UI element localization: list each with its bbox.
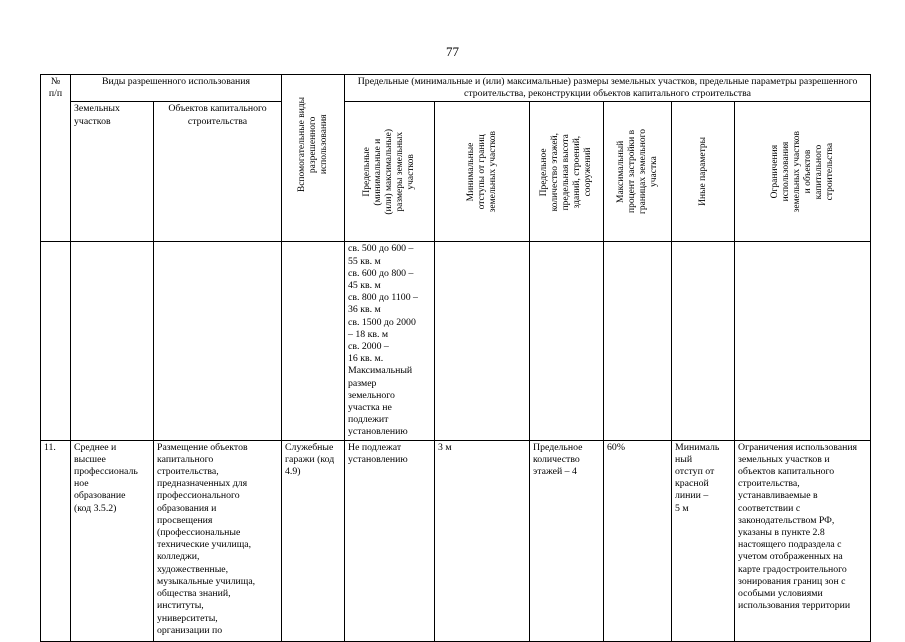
header-col-percent-text: Максимальный процент застройки в границах земельного участка: [615, 129, 659, 215]
header-col-floors-text: Предельное количество этажей, предельная высота зданий, строений, сооружений: [539, 132, 594, 212]
cell-percent: [604, 242, 672, 440]
header-col-restrictions: [735, 102, 871, 242]
table-row: [41, 440, 871, 641]
header-col-floors: [530, 102, 604, 242]
header-land-plots: Земельных участков: [71, 102, 154, 242]
cell-restrictions: Ограничения использования земельных участков и объектов капитального строительства, устанавливаемые в соответствии с законодательством РФ, указаны в пункте 2.8 настоящего подраздела с учетом отображенных на карте градостроительного зонирования границ зон с особыми условиями использования территории: [735, 440, 871, 641]
cell-floors: [530, 242, 604, 440]
cell-land-plots: [71, 242, 154, 440]
cell-size: Не подлежат установлению: [345, 440, 435, 641]
header-col-restrictions-text: Ограничения использования земельных участков и объектов капитального строительства: [769, 131, 835, 213]
header-col-other-text: Иные параметры: [697, 137, 708, 207]
header-col-percent: [604, 102, 672, 242]
cell-other: [672, 242, 735, 440]
cell-auxiliary: [282, 242, 345, 440]
cell-floors: Предельное количество этажей – 4: [530, 440, 604, 641]
header-auxiliary-text: Вспомогательные виды разрешенного использования: [296, 96, 329, 193]
cell-num: 11.: [41, 440, 71, 641]
cell-capital-objects: [154, 242, 282, 440]
land-use-table: [40, 74, 871, 642]
cell-percent: 60%: [604, 440, 672, 641]
header-num: № п/п: [41, 75, 71, 242]
cell-restrictions: [735, 242, 871, 440]
header-auxiliary: [282, 75, 345, 242]
page-number: 77: [446, 44, 459, 59]
cell-other: Минималь ный отступ от красной линии – 5 м: [672, 440, 735, 641]
header-capital-objects: Объектов капитального строительства: [154, 102, 282, 242]
cell-auxiliary: Служебные гаражи (код 4.9): [282, 440, 345, 641]
cell-land-plots: Среднее и высшее профессиональ ное образование (код 3.5.2): [71, 440, 154, 641]
cell-size: св. 500 до 600 – 55 кв. м св. 600 до 800 – 45 кв. м св. 800 до 1100 – 36 кв. м св. 1500 до 2000 – 18 кв. м св. 2000 – 16 кв. м. Максимальный размер земельного участка не подлежит установлению: [345, 242, 435, 440]
header-types-group: Виды разрешенного использования: [71, 75, 282, 102]
cell-setback: [435, 242, 530, 440]
cell-num: [41, 242, 71, 440]
header-col-size-text: Предельные (минимальные и (или) максимальные) размеры земельных участков: [362, 129, 417, 215]
header-col-setback: [435, 102, 530, 242]
header-col-setback-text: Минимальные отступы от границ земельных участков: [465, 131, 498, 213]
header-limits-group: Предельные (минимальные и (или) максимальные) размеры земельных участков, предельные параметры разрешенного строительства, реконструкции объектов капитального строительства: [345, 75, 871, 102]
header-col-other: [672, 102, 735, 242]
cell-setback: 3 м: [435, 440, 530, 641]
table-row: [41, 242, 871, 440]
cell-capital-objects: Размещение объектов капитального строительства, предназначенных для профессионального образования и просвещения (профессиональные технические училища, колледжи, художественные, музыкальные училища, общества знаний, институты, университеты, организации по: [154, 440, 282, 641]
header-col-size: [345, 102, 435, 242]
